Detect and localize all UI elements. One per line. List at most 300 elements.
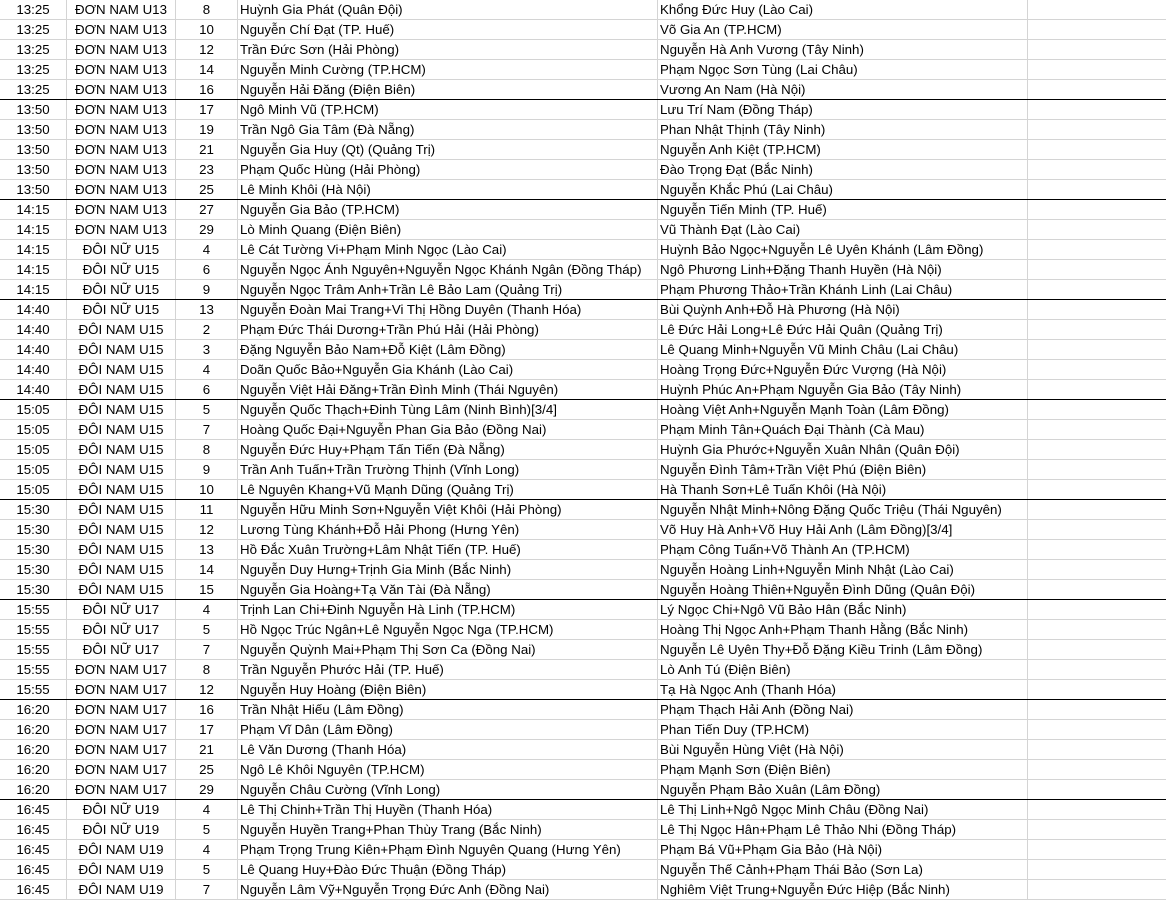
player-one-cell[interactable]: Nguyễn Minh Cường (TP.HCM)	[238, 60, 658, 79]
event-cell[interactable]: ĐƠN NAM U13	[67, 120, 176, 139]
event-cell[interactable]: ĐÔI NAM U15	[67, 380, 176, 399]
player-two-cell[interactable]: Phạm Bá Vũ+Phạm Gia Bảo (Hà Nội)	[658, 840, 1028, 859]
empty-cell[interactable]	[1028, 400, 1166, 419]
table-row	[0, 660, 1166, 680]
player-two-cell[interactable]: Nguyễn Hoàng Thiên+Nguyễn Đình Dũng (Quân Đội)	[658, 580, 1028, 599]
player-one-cell[interactable]: Trần Nguyễn Phước Hải (TP. Huế)	[238, 660, 658, 679]
match-time-cell[interactable]: 13:25	[0, 60, 67, 79]
empty-cell[interactable]	[1028, 200, 1166, 219]
player-one-cell[interactable]: Nguyễn Đức Huy+Phạm Tấn Tiến (Đà Nẵng)	[238, 440, 658, 459]
player-two-cell[interactable]: Nguyễn Anh Kiệt (TP.HCM)	[658, 140, 1028, 159]
empty-cell[interactable]	[1028, 480, 1166, 499]
player-two-cell[interactable]: Bùi Quỳnh Anh+Đỗ Hà Phương (Hà Nội)	[658, 300, 1028, 319]
player-one-cell[interactable]: Nguyễn Quốc Thạch+Đinh Tùng Lâm (Ninh Bình)[3/4]	[238, 400, 658, 419]
event-cell[interactable]: ĐÔI NAM U15	[67, 460, 176, 479]
player-one-cell[interactable]: Nguyễn Hải Đăng (Điện Biên)	[238, 80, 658, 99]
empty-cell[interactable]	[1028, 340, 1166, 359]
match-time-cell[interactable]: 16:20	[0, 700, 67, 719]
event-cell[interactable]: ĐÔI NAM U15	[67, 440, 176, 459]
table-row	[0, 480, 1166, 500]
table-row	[0, 880, 1166, 900]
player-two-cell[interactable]: Hà Thanh Sơn+Lê Tuấn Khôi (Hà Nội)	[658, 480, 1028, 499]
match-time-cell[interactable]: 15:55	[0, 680, 67, 699]
match-time-cell[interactable]: 13:25	[0, 40, 67, 59]
player-one-cell[interactable]: Hồ Đắc Xuân Trường+Lâm Nhật Tiến (TP. Huế)	[238, 540, 658, 559]
event-cell[interactable]: ĐÔI NỮ U19	[67, 800, 176, 819]
match-number-cell[interactable]: 13	[176, 300, 238, 319]
match-time-cell[interactable]: 16:45	[0, 800, 67, 819]
match-number-cell[interactable]: 27	[176, 200, 238, 219]
player-two-cell[interactable]: Hoàng Việt Anh+Nguyễn Mạnh Toàn (Lâm Đồng)	[658, 400, 1028, 419]
player-two-cell[interactable]: Hoàng Trọng Đức+Nguyễn Đức Vượng (Hà Nội)	[658, 360, 1028, 379]
match-time-cell[interactable]: 14:15	[0, 280, 67, 299]
player-one-cell[interactable]: Huỳnh Gia Phát (Quân Đội)	[238, 0, 658, 19]
event-cell[interactable]: ĐÔI NAM U15	[67, 580, 176, 599]
event-cell[interactable]: ĐÔI NAM U15	[67, 560, 176, 579]
match-time-cell[interactable]: 14:15	[0, 260, 67, 279]
player-two-cell[interactable]: Lý Ngọc Chi+Ngô Vũ Bảo Hân (Bắc Ninh)	[658, 600, 1028, 619]
match-time-cell[interactable]: 15:05	[0, 400, 67, 419]
player-two-cell[interactable]: Nguyễn Lê Uyên Thy+Đỗ Đặng Kiều Trinh (Lâm Đồng)	[658, 640, 1028, 659]
match-time-cell[interactable]: 14:15	[0, 240, 67, 259]
match-number-cell[interactable]: 8	[176, 440, 238, 459]
player-two-cell[interactable]: Lê Đức Hải Long+Lê Đức Hải Quân (Quảng Trị)	[658, 320, 1028, 339]
empty-cell[interactable]	[1028, 180, 1166, 199]
empty-cell[interactable]	[1028, 80, 1166, 99]
player-one-cell[interactable]: Nguyễn Gia Hoàng+Tạ Văn Tài (Đà Nẵng)	[238, 580, 658, 599]
player-one-cell[interactable]: Nguyễn Huyền Trang+Phan Thùy Trang (Bắc Ninh)	[238, 820, 658, 839]
empty-cell[interactable]	[1028, 560, 1166, 579]
event-cell[interactable]: ĐÔI NAM U19	[67, 880, 176, 899]
table-row	[0, 180, 1166, 200]
player-one-cell[interactable]: Nguyễn Gia Huy (Qt) (Quảng Trị)	[238, 140, 658, 159]
event-cell[interactable]: ĐƠN NAM U17	[67, 740, 176, 759]
match-time-cell[interactable]: 13:50	[0, 160, 67, 179]
player-one-cell[interactable]: Lê Minh Khôi (Hà Nội)	[238, 180, 658, 199]
match-time-cell[interactable]: 16:20	[0, 720, 67, 739]
match-time-cell[interactable]: 15:55	[0, 640, 67, 659]
player-two-cell[interactable]: Phạm Công Tuấn+Võ Thành An (TP.HCM)	[658, 540, 1028, 559]
event-cell[interactable]: ĐÔI NỮ U15	[67, 300, 176, 319]
empty-cell[interactable]	[1028, 860, 1166, 879]
match-time-cell[interactable]: 14:40	[0, 340, 67, 359]
match-time-cell[interactable]: 13:50	[0, 140, 67, 159]
match-time-cell[interactable]: 16:45	[0, 820, 67, 839]
event-cell[interactable]: ĐƠN NAM U13	[67, 140, 176, 159]
event-cell[interactable]: ĐƠN NAM U17	[67, 760, 176, 779]
event-cell[interactable]: ĐƠN NAM U13	[67, 60, 176, 79]
empty-cell[interactable]	[1028, 620, 1166, 639]
player-two-cell[interactable]: Nguyễn Hà Anh Vương (Tây Ninh)	[658, 40, 1028, 59]
player-one-cell[interactable]: Trịnh Lan Chi+Đinh Nguyễn Hà Linh (TP.HCM)	[238, 600, 658, 619]
match-number-cell[interactable]: 6	[176, 260, 238, 279]
empty-cell[interactable]	[1028, 580, 1166, 599]
match-time-cell[interactable]: 16:20	[0, 760, 67, 779]
match-number-cell[interactable]: 16	[176, 80, 238, 99]
match-time-cell[interactable]: 13:50	[0, 180, 67, 199]
player-one-cell[interactable]: Lê Văn Dương (Thanh Hóa)	[238, 740, 658, 759]
match-number-cell[interactable]: 19	[176, 120, 238, 139]
player-two-cell[interactable]: Nguyễn Hoàng Linh+Nguyễn Minh Nhật (Lào Cai)	[658, 560, 1028, 579]
player-one-cell[interactable]: Trần Anh Tuấn+Trần Trường Thịnh (Vĩnh Long)	[238, 460, 658, 479]
player-one-cell[interactable]: Ngô Minh Vũ (TP.HCM)	[238, 100, 658, 119]
player-two-cell[interactable]: Lê Quang Minh+Nguyễn Vũ Minh Châu (Lai Châu)	[658, 340, 1028, 359]
match-time-cell[interactable]: 15:30	[0, 540, 67, 559]
player-two-cell[interactable]: Phan Tiến Duy (TP.HCM)	[658, 720, 1028, 739]
table-row	[0, 720, 1166, 740]
table-row	[0, 780, 1166, 800]
match-number-cell[interactable]: 3	[176, 340, 238, 359]
player-one-cell[interactable]: Lương Tùng Khánh+Đỗ Hải Phong (Hưng Yên)	[238, 520, 658, 539]
match-time-cell[interactable]: 15:05	[0, 420, 67, 439]
match-time-cell[interactable]: 15:55	[0, 620, 67, 639]
player-two-cell[interactable]: Lê Thị Linh+Ngô Ngọc Minh Châu (Đồng Nai)	[658, 800, 1028, 819]
empty-cell[interactable]	[1028, 360, 1166, 379]
table-row	[0, 600, 1166, 620]
empty-cell[interactable]	[1028, 540, 1166, 559]
empty-cell[interactable]	[1028, 240, 1166, 259]
match-number-cell[interactable]: 12	[176, 40, 238, 59]
table-row	[0, 160, 1166, 180]
empty-cell[interactable]	[1028, 320, 1166, 339]
match-number-cell[interactable]: 5	[176, 820, 238, 839]
empty-cell[interactable]	[1028, 740, 1166, 759]
match-number-cell[interactable]: 4	[176, 240, 238, 259]
empty-cell[interactable]	[1028, 640, 1166, 659]
match-number-cell[interactable]: 4	[176, 360, 238, 379]
match-time-cell[interactable]: 13:50	[0, 100, 67, 119]
empty-cell[interactable]	[1028, 880, 1166, 899]
match-number-cell[interactable]: 4	[176, 840, 238, 859]
event-cell[interactable]: ĐƠN NAM U13	[67, 0, 176, 19]
match-number-cell[interactable]: 2	[176, 320, 238, 339]
empty-cell[interactable]	[1028, 40, 1166, 59]
empty-cell[interactable]	[1028, 680, 1166, 699]
match-number-cell[interactable]: 17	[176, 100, 238, 119]
event-cell[interactable]: ĐƠN NAM U17	[67, 700, 176, 719]
table-row	[0, 820, 1166, 840]
event-cell[interactable]: ĐƠN NAM U13	[67, 160, 176, 179]
table-row	[0, 420, 1166, 440]
match-number-cell[interactable]: 13	[176, 540, 238, 559]
player-two-cell[interactable]: Bùi Nguyễn Hùng Việt (Hà Nội)	[658, 740, 1028, 759]
match-number-cell[interactable]: 25	[176, 760, 238, 779]
event-cell[interactable]: ĐÔI NAM U15	[67, 360, 176, 379]
event-cell[interactable]: ĐƠN NAM U13	[67, 220, 176, 239]
player-one-cell[interactable]: Phạm Trọng Trung Kiên+Phạm Đình Nguyên Quang (Hưng Yên)	[238, 840, 658, 859]
match-number-cell[interactable]: 4	[176, 600, 238, 619]
event-cell[interactable]: ĐÔI NAM U15	[67, 540, 176, 559]
player-two-cell[interactable]: Phạm Minh Tân+Quách Đại Thành (Cà Mau)	[658, 420, 1028, 439]
event-cell[interactable]: ĐƠN NAM U13	[67, 200, 176, 219]
event-cell[interactable]: ĐƠN NAM U17	[67, 680, 176, 699]
match-number-cell[interactable]: 12	[176, 520, 238, 539]
empty-cell[interactable]	[1028, 760, 1166, 779]
player-two-cell[interactable]: Huỳnh Bảo Ngọc+Nguyễn Lê Uyên Khánh (Lâm Đồng)	[658, 240, 1028, 259]
table-row	[0, 640, 1166, 660]
match-time-cell[interactable]: 13:25	[0, 80, 67, 99]
event-cell[interactable]: ĐÔI NAM U19	[67, 840, 176, 859]
match-time-cell[interactable]: 13:25	[0, 0, 67, 19]
event-cell[interactable]: ĐƠN NAM U13	[67, 80, 176, 99]
match-time-cell[interactable]: 16:45	[0, 840, 67, 859]
event-cell[interactable]: ĐÔI NỮ U15	[67, 240, 176, 259]
empty-cell[interactable]	[1028, 20, 1166, 39]
player-one-cell[interactable]: Nguyễn Châu Cường (Vĩnh Long)	[238, 780, 658, 799]
table-row	[0, 260, 1166, 280]
match-time-cell[interactable]: 16:45	[0, 860, 67, 879]
player-one-cell[interactable]: Trần Ngô Gia Tâm (Đà Nẵng)	[238, 120, 658, 139]
event-cell[interactable]: ĐƠN NAM U17	[67, 780, 176, 799]
match-time-cell[interactable]: 15:30	[0, 580, 67, 599]
player-two-cell[interactable]: Vương An Nam (Hà Nội)	[658, 80, 1028, 99]
event-cell[interactable]: ĐƠN NAM U13	[67, 100, 176, 119]
player-one-cell[interactable]: Hồ Ngọc Trúc Ngân+Lê Nguyễn Ngọc Nga (TP.HCM)	[238, 620, 658, 639]
match-number-cell[interactable]: 10	[176, 20, 238, 39]
match-number-cell[interactable]: 7	[176, 880, 238, 899]
match-number-cell[interactable]: 5	[176, 620, 238, 639]
player-two-cell[interactable]: Phạm Thạch Hải Anh (Đồng Nai)	[658, 700, 1028, 719]
table-row	[0, 360, 1166, 380]
event-cell[interactable]: ĐÔI NAM U15	[67, 500, 176, 519]
player-two-cell[interactable]: Võ Gia An (TP.HCM)	[658, 20, 1028, 39]
player-two-cell[interactable]: Nguyễn Khắc Phú (Lai Châu)	[658, 180, 1028, 199]
empty-cell[interactable]	[1028, 280, 1166, 299]
table-row	[0, 520, 1166, 540]
table-row	[0, 280, 1166, 300]
match-time-cell[interactable]: 14:40	[0, 300, 67, 319]
player-two-cell[interactable]: Khổng Đức Huy (Lào Cai)	[658, 0, 1028, 19]
player-two-cell[interactable]: Đào Trọng Đạt (Bắc Ninh)	[658, 160, 1028, 179]
event-cell[interactable]: ĐÔI NAM U15	[67, 400, 176, 419]
event-cell[interactable]: ĐÔI NỮ U17	[67, 620, 176, 639]
event-cell[interactable]: ĐƠN NAM U13	[67, 180, 176, 199]
player-one-cell[interactable]: Nguyễn Quỳnh Mai+Phạm Thị Sơn Ca (Đồng Nai)	[238, 640, 658, 659]
empty-cell[interactable]	[1028, 220, 1166, 239]
match-number-cell[interactable]: 29	[176, 780, 238, 799]
player-one-cell[interactable]: Nguyễn Chí Đạt (TP. Huế)	[238, 20, 658, 39]
match-number-cell[interactable]: 14	[176, 560, 238, 579]
player-one-cell[interactable]: Lê Nguyên Khang+Vũ Mạnh Dũng (Quảng Trị)	[238, 480, 658, 499]
player-one-cell[interactable]: Lê Thị Chinh+Trần Thị Huyền (Thanh Hóa)	[238, 800, 658, 819]
player-two-cell[interactable]: Phạm Mạnh Sơn (Điện Biên)	[658, 760, 1028, 779]
match-time-cell[interactable]: 16:45	[0, 880, 67, 899]
player-one-cell[interactable]: Doãn Quốc Bảo+Nguyễn Gia Khánh (Lào Cai)	[238, 360, 658, 379]
player-one-cell[interactable]: Lê Quang Huy+Đào Đức Thuận (Đồng Tháp)	[238, 860, 658, 879]
match-number-cell[interactable]: 8	[176, 660, 238, 679]
match-number-cell[interactable]: 10	[176, 480, 238, 499]
player-two-cell[interactable]: Hoàng Thị Ngọc Anh+Phạm Thanh Hằng (Bắc Ninh)	[658, 620, 1028, 639]
empty-cell[interactable]	[1028, 300, 1166, 319]
player-one-cell[interactable]: Nguyễn Ngọc Ánh Nguyên+Nguyễn Ngọc Khánh Ngân (Đồng Tháp)	[238, 260, 658, 279]
match-time-cell[interactable]: 15:55	[0, 600, 67, 619]
empty-cell[interactable]	[1028, 460, 1166, 479]
table-row	[0, 740, 1166, 760]
event-cell[interactable]: ĐÔI NỮ U17	[67, 640, 176, 659]
player-one-cell[interactable]: Lê Cát Tường Vi+Phạm Minh Ngọc (Lào Cai)	[238, 240, 658, 259]
match-time-cell[interactable]: 14:40	[0, 380, 67, 399]
match-time-cell[interactable]: 14:40	[0, 360, 67, 379]
table-row	[0, 580, 1166, 600]
table-row	[0, 860, 1166, 880]
empty-cell[interactable]	[1028, 700, 1166, 719]
player-one-cell[interactable]: Trần Đức Sơn (Hải Phòng)	[238, 40, 658, 59]
player-one-cell[interactable]: Nguyễn Đoàn Mai Trang+Vi Thị Hồng Duyên (Thanh Hóa)	[238, 300, 658, 319]
empty-cell[interactable]	[1028, 260, 1166, 279]
table-row	[0, 220, 1166, 240]
match-number-cell[interactable]: 7	[176, 420, 238, 439]
empty-cell[interactable]	[1028, 440, 1166, 459]
empty-cell[interactable]	[1028, 520, 1166, 539]
event-cell[interactable]: ĐÔI NAM U15	[67, 480, 176, 499]
player-two-cell[interactable]: Phạm Phương Thảo+Trần Khánh Linh (Lai Châu)	[658, 280, 1028, 299]
empty-cell[interactable]	[1028, 140, 1166, 159]
match-time-cell[interactable]: 16:20	[0, 780, 67, 799]
player-one-cell[interactable]: Lò Minh Quang (Điện Biên)	[238, 220, 658, 239]
table-row	[0, 800, 1166, 820]
event-cell[interactable]: ĐƠN NAM U17	[67, 720, 176, 739]
match-number-cell[interactable]: 16	[176, 700, 238, 719]
table-row	[0, 40, 1166, 60]
table-row	[0, 460, 1166, 480]
match-number-cell[interactable]: 4	[176, 800, 238, 819]
match-number-cell[interactable]: 21	[176, 740, 238, 759]
player-one-cell[interactable]: Phạm Vĩ Dân (Lâm Đồng)	[238, 720, 658, 739]
event-cell[interactable]: ĐÔI NAM U15	[67, 420, 176, 439]
event-cell[interactable]: ĐÔI NAM U15	[67, 320, 176, 339]
player-two-cell[interactable]: Nguyễn Nhật Minh+Nông Đặng Quốc Triệu (Thái Nguyên)	[658, 500, 1028, 519]
match-number-cell[interactable]: 7	[176, 640, 238, 659]
empty-cell[interactable]	[1028, 380, 1166, 399]
match-number-cell[interactable]: 14	[176, 60, 238, 79]
match-time-cell[interactable]: 15:05	[0, 460, 67, 479]
empty-cell[interactable]	[1028, 500, 1166, 519]
empty-cell[interactable]	[1028, 840, 1166, 859]
event-cell[interactable]: ĐÔI NAM U19	[67, 860, 176, 879]
match-time-cell[interactable]: 15:30	[0, 520, 67, 539]
player-one-cell[interactable]: Hoàng Quốc Đại+Nguyễn Phan Gia Bảo (Đồng Nai)	[238, 420, 658, 439]
match-time-cell[interactable]: 15:05	[0, 480, 67, 499]
player-two-cell[interactable]: Phạm Ngọc Sơn Tùng (Lai Châu)	[658, 60, 1028, 79]
empty-cell[interactable]	[1028, 160, 1166, 179]
empty-cell[interactable]	[1028, 720, 1166, 739]
event-cell[interactable]: ĐÔI NỮ U15	[67, 260, 176, 279]
event-cell[interactable]: ĐÔI NAM U15	[67, 520, 176, 539]
player-two-cell[interactable]: Tạ Hà Ngọc Anh (Thanh Hóa)	[658, 680, 1028, 699]
match-number-cell[interactable]: 9	[176, 280, 238, 299]
table-row	[0, 120, 1166, 140]
player-one-cell[interactable]: Phạm Đức Thái Dương+Trần Phú Hải (Hải Phòng)	[238, 320, 658, 339]
match-time-cell[interactable]: 14:40	[0, 320, 67, 339]
table-row	[0, 500, 1166, 520]
player-one-cell[interactable]: Ngô Lê Khôi Nguyên (TP.HCM)	[238, 760, 658, 779]
event-cell[interactable]: ĐÔI NỮ U19	[67, 820, 176, 839]
player-two-cell[interactable]: Huỳnh Gia Phước+Nguyễn Xuân Nhân (Quân Đội)	[658, 440, 1028, 459]
player-two-cell[interactable]: Nguyễn Đình Tâm+Trần Việt Phú (Điện Biên)	[658, 460, 1028, 479]
table-row	[0, 540, 1166, 560]
table-row	[0, 440, 1166, 460]
event-cell[interactable]: ĐÔI NỮ U17	[67, 600, 176, 619]
player-one-cell[interactable]: Đặng Nguyễn Bảo Nam+Đỗ Kiệt (Lâm Đồng)	[238, 340, 658, 359]
empty-cell[interactable]	[1028, 0, 1166, 19]
empty-cell[interactable]	[1028, 60, 1166, 79]
player-one-cell[interactable]: Nguyễn Việt Hải Đăng+Trần Đình Minh (Thái Nguyên)	[238, 380, 658, 399]
match-time-cell[interactable]: 13:50	[0, 120, 67, 139]
player-two-cell[interactable]: Lò Anh Tú (Điện Biên)	[658, 660, 1028, 679]
match-number-cell[interactable]: 6	[176, 380, 238, 399]
event-cell[interactable]: ĐƠN NAM U13	[67, 20, 176, 39]
match-time-cell[interactable]: 15:05	[0, 440, 67, 459]
player-two-cell[interactable]: Vũ Thành Đạt (Lào Cai)	[658, 220, 1028, 239]
match-number-cell[interactable]: 9	[176, 460, 238, 479]
event-cell[interactable]: ĐƠN NAM U13	[67, 40, 176, 59]
match-number-cell[interactable]: 8	[176, 0, 238, 19]
empty-cell[interactable]	[1028, 600, 1166, 619]
player-two-cell[interactable]: Huỳnh Phúc An+Phạm Nguyễn Gia Bảo (Tây Ninh)	[658, 380, 1028, 399]
match-time-cell[interactable]: 14:15	[0, 200, 67, 219]
event-cell[interactable]: ĐƠN NAM U17	[67, 660, 176, 679]
match-number-cell[interactable]: 21	[176, 140, 238, 159]
player-one-cell[interactable]: Nguyễn Lâm Vỹ+Nguyễn Trọng Đức Anh (Đồng Nai)	[238, 880, 658, 899]
match-time-cell[interactable]: 16:20	[0, 740, 67, 759]
player-two-cell[interactable]: Ngô Phương Linh+Đặng Thanh Huyền (Hà Nội)	[658, 260, 1028, 279]
player-one-cell[interactable]: Nguyễn Huy Hoàng (Điện Biên)	[238, 680, 658, 699]
match-time-cell[interactable]: 15:30	[0, 500, 67, 519]
player-one-cell[interactable]: Nguyễn Hữu Minh Sơn+Nguyễn Việt Khôi (Hải Phòng)	[238, 500, 658, 519]
match-time-cell[interactable]: 13:25	[0, 20, 67, 39]
player-two-cell[interactable]: Nguyễn Tiến Minh (TP. Huế)	[658, 200, 1028, 219]
match-number-cell[interactable]: 17	[176, 720, 238, 739]
table-row	[0, 340, 1166, 360]
match-number-cell[interactable]: 23	[176, 160, 238, 179]
table-row	[0, 400, 1166, 420]
player-two-cell[interactable]: Võ Huy Hà Anh+Võ Huy Hải Anh (Lâm Đồng)[3/4]	[658, 520, 1028, 539]
empty-cell[interactable]	[1028, 100, 1166, 119]
table-row	[0, 240, 1166, 260]
player-two-cell[interactable]: Lê Thị Ngọc Hân+Phạm Lê Thảo Nhi (Đồng Tháp)	[658, 820, 1028, 839]
player-two-cell[interactable]: Nguyễn Thế Cảnh+Phạm Thái Bảo (Sơn La)	[658, 860, 1028, 879]
empty-cell[interactable]	[1028, 800, 1166, 819]
match-number-cell[interactable]: 15	[176, 580, 238, 599]
player-one-cell[interactable]: Trần Nhật Hiếu (Lâm Đồng)	[238, 700, 658, 719]
event-cell[interactable]: ĐÔI NỮ U15	[67, 280, 176, 299]
player-one-cell[interactable]: Nguyễn Gia Bảo (TP.HCM)	[238, 200, 658, 219]
empty-cell[interactable]	[1028, 780, 1166, 799]
match-time-cell[interactable]: 15:30	[0, 560, 67, 579]
table-row	[0, 700, 1166, 720]
player-two-cell[interactable]: Nghiêm Việt Trung+Nguyễn Đức Hiệp (Bắc Ninh)	[658, 880, 1028, 899]
empty-cell[interactable]	[1028, 820, 1166, 839]
match-number-cell[interactable]: 11	[176, 500, 238, 519]
match-number-cell[interactable]: 29	[176, 220, 238, 239]
match-number-cell[interactable]: 5	[176, 400, 238, 419]
event-cell[interactable]: ĐÔI NAM U15	[67, 340, 176, 359]
empty-cell[interactable]	[1028, 420, 1166, 439]
player-one-cell[interactable]: Nguyễn Ngọc Trâm Anh+Trần Lê Bảo Lam (Quảng Trị)	[238, 280, 658, 299]
empty-cell[interactable]	[1028, 660, 1166, 679]
empty-cell[interactable]	[1028, 120, 1166, 139]
match-number-cell[interactable]: 25	[176, 180, 238, 199]
match-time-cell[interactable]: 15:55	[0, 660, 67, 679]
match-time-cell[interactable]: 14:15	[0, 220, 67, 239]
player-one-cell[interactable]: Phạm Quốc Hùng (Hải Phòng)	[238, 160, 658, 179]
player-two-cell[interactable]: Phan Nhật Thịnh (Tây Ninh)	[658, 120, 1028, 139]
player-two-cell[interactable]: Lưu Trí Nam (Đồng Tháp)	[658, 100, 1028, 119]
match-number-cell[interactable]: 12	[176, 680, 238, 699]
player-one-cell[interactable]: Nguyễn Duy Hưng+Trịnh Gia Minh (Bắc Ninh)	[238, 560, 658, 579]
player-two-cell[interactable]: Nguyễn Phạm Bảo Xuân (Lâm Đồng)	[658, 780, 1028, 799]
match-number-cell[interactable]: 5	[176, 860, 238, 879]
